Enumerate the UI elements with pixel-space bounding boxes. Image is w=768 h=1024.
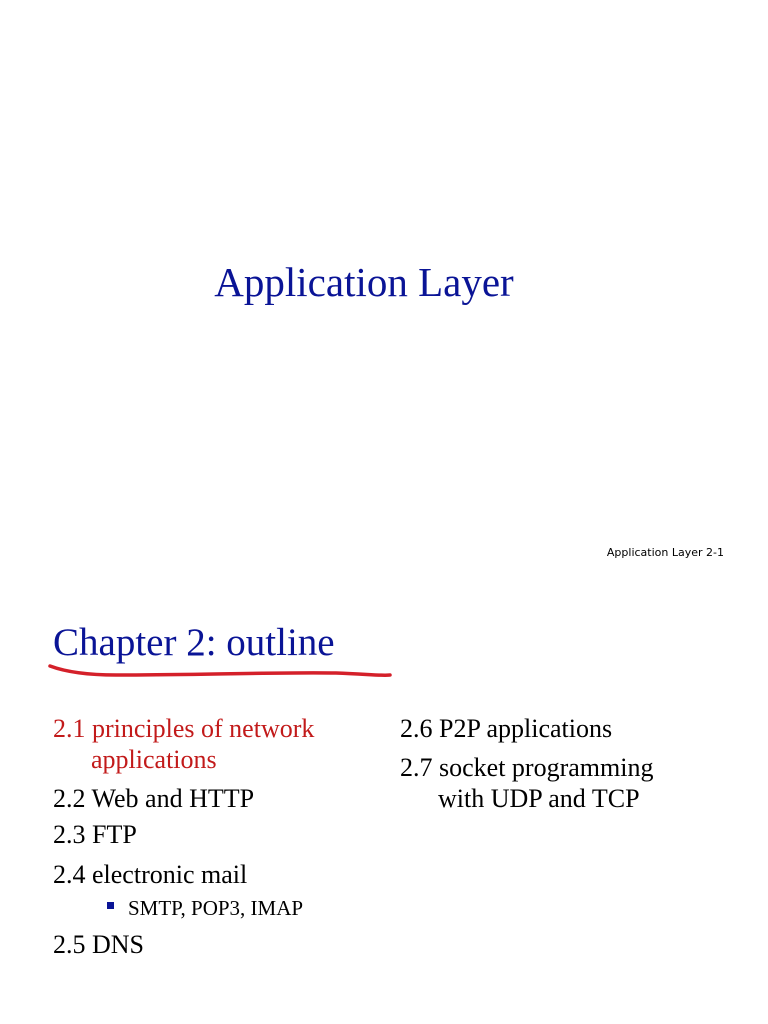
handwritten-underline-icon bbox=[46, 662, 396, 684]
outline-item-2-7-cont: with UDP and TCP bbox=[438, 784, 640, 813]
outline-item-2-6: 2.6 P2P applications bbox=[400, 714, 613, 743]
outline-title: Chapter 2: outline bbox=[53, 621, 335, 664]
outline-item-2-1: 2.1 principles of network bbox=[53, 714, 315, 743]
outline-item-2-1-cont: applications bbox=[91, 745, 217, 774]
outline-item-2-7: 2.7 socket programming bbox=[400, 753, 654, 782]
outline-subitem-smtp: SMTP, POP3, IMAP bbox=[128, 896, 304, 920]
outline-item-2-4: 2.4 electronic mail bbox=[53, 860, 248, 889]
square-bullet-icon bbox=[107, 902, 114, 909]
outline-item-2-2: 2.2 Web and HTTP bbox=[53, 784, 255, 813]
outline-item-2-5: 2.5 DNS bbox=[53, 930, 145, 959]
slide-footer-label: Application Layer 2-1 bbox=[606, 546, 724, 559]
outline-item-2-3: 2.3 FTP bbox=[53, 820, 137, 849]
slide-title-heading: Application Layer bbox=[214, 259, 514, 305]
